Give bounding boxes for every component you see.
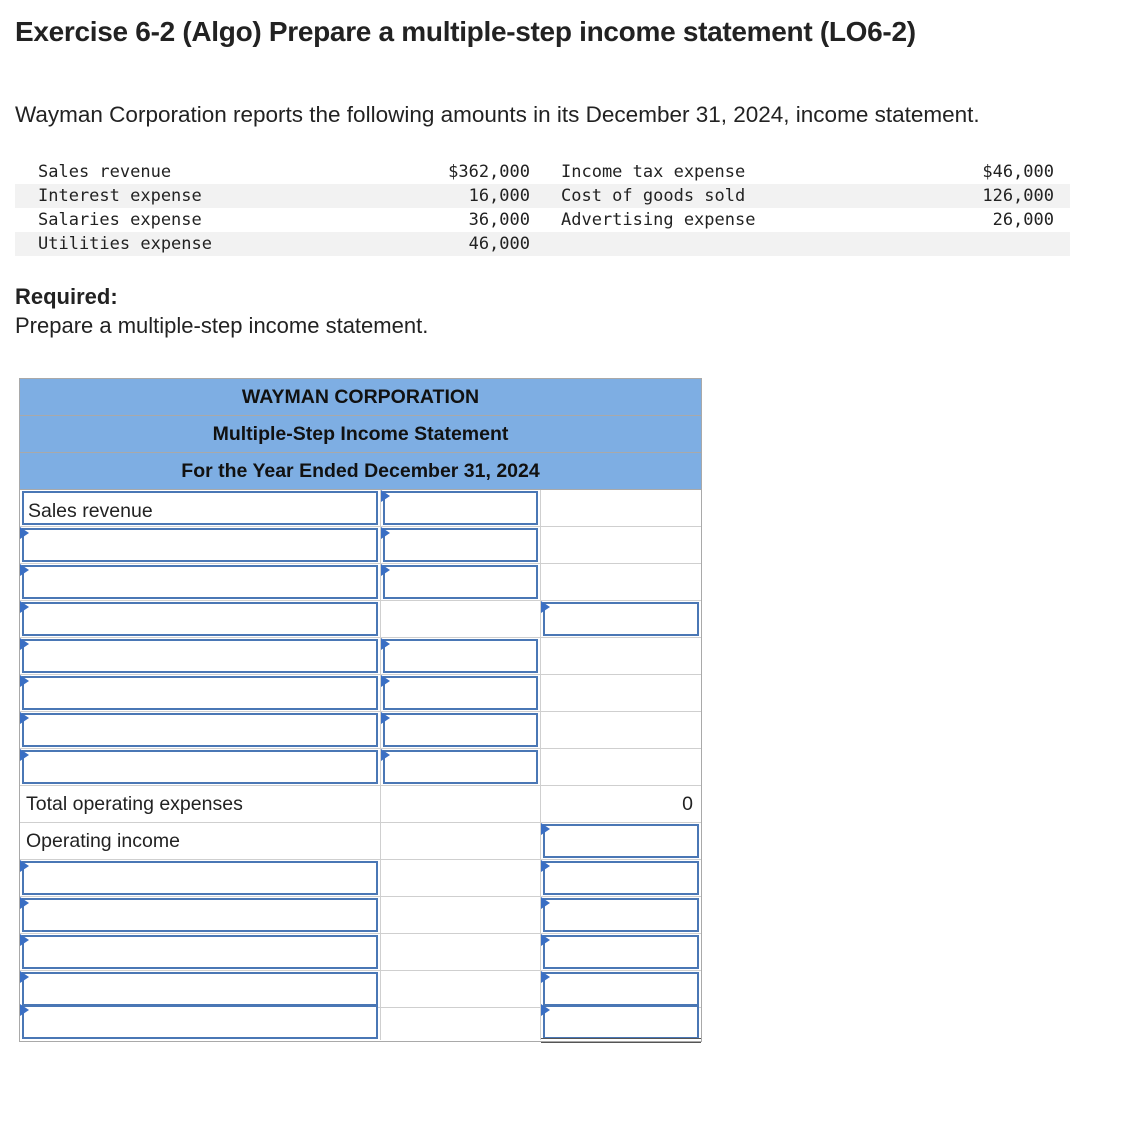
dropdown-marker-icon (541, 971, 550, 983)
statement-row (20, 527, 701, 564)
amount-cell (381, 860, 541, 896)
dropdown-marker-icon (20, 638, 29, 650)
total-operating-expenses-value: 0 (682, 793, 693, 815)
amount-value: 126,000 (982, 186, 1054, 206)
total-input[interactable] (543, 861, 699, 895)
label-cell (20, 490, 381, 526)
label-cell (20, 934, 381, 970)
statement-row (20, 860, 701, 897)
amount-label: Interest expense (38, 186, 202, 206)
label-cell (20, 860, 381, 896)
statement-row (20, 638, 701, 675)
dropdown-marker-icon (381, 638, 390, 650)
amount-cell (381, 490, 541, 526)
total-cell (541, 601, 701, 637)
total-input[interactable] (543, 824, 699, 858)
amount-input[interactable] (383, 750, 538, 784)
amount-label: Utilities expense (38, 234, 212, 254)
statement-row (20, 934, 701, 971)
label-cell (20, 971, 381, 1007)
amount-label: Income tax expense (561, 162, 746, 182)
amounts-row (15, 232, 1070, 256)
amount-cell (381, 1004, 541, 1040)
total-cell (541, 749, 701, 785)
label-cell (20, 638, 381, 674)
total-operating-expenses-label: Total operating expenses (26, 793, 243, 815)
total-cell (541, 564, 701, 600)
amount-cell (381, 897, 541, 933)
statement-row (20, 490, 701, 527)
label-cell (20, 712, 381, 748)
required-text: Prepare a multiple-step income statement. (15, 313, 429, 338)
dropdown-marker-icon (20, 860, 29, 872)
total-cell (541, 971, 701, 1007)
total-input[interactable] (543, 602, 699, 636)
dropdown-marker-icon (381, 527, 390, 539)
total-cell (541, 860, 701, 896)
dropdown-marker-icon (20, 1004, 29, 1016)
amount-input[interactable] (383, 565, 538, 599)
dropdown-marker-icon (541, 897, 550, 909)
total-cell (541, 675, 701, 711)
amount-input[interactable] (383, 676, 538, 710)
statement-row (20, 897, 701, 934)
account-select[interactable] (22, 565, 378, 599)
total-cell (541, 527, 701, 563)
amount-input[interactable] (383, 528, 538, 562)
statement-company: WAYMAN CORPORATION (20, 379, 701, 416)
amount-cell (381, 638, 541, 674)
amount-value: 46,000 (468, 234, 530, 254)
exercise-intro: Wayman Corporation reports the following amounts in its December 31, 2024, income statement. (15, 102, 980, 127)
amount-cell (381, 564, 541, 600)
dropdown-marker-icon (20, 564, 29, 576)
amounts-table (15, 160, 1070, 256)
dropdown-marker-icon (541, 860, 550, 872)
account-select[interactable] (22, 972, 378, 1006)
dropdown-marker-icon (541, 601, 550, 613)
statement-period: For the Year Ended December 31, 2024 (20, 453, 701, 490)
total-cell (541, 712, 701, 748)
amount-value: 26,000 (992, 210, 1054, 230)
amount-label: Advertising expense (561, 210, 756, 230)
label-cell (20, 564, 381, 600)
total-cell (541, 638, 701, 674)
amounts-row (15, 160, 1070, 184)
total-input[interactable] (543, 1005, 699, 1039)
statement-row (20, 786, 701, 823)
label-cell (20, 749, 381, 785)
required-label: Required: (15, 284, 118, 309)
label-cell (20, 897, 381, 933)
dropdown-marker-icon (541, 823, 550, 835)
label-cell (20, 1004, 381, 1040)
total-cell (541, 490, 701, 526)
amount-input[interactable] (383, 639, 538, 673)
label-cell (20, 527, 381, 563)
account-select[interactable] (22, 602, 378, 636)
statement-row (20, 823, 701, 860)
dropdown-marker-icon (381, 749, 390, 761)
dropdown-marker-icon (20, 897, 29, 909)
dropdown-marker-icon (541, 934, 550, 946)
amount-value: $46,000 (982, 162, 1054, 182)
dropdown-marker-icon (20, 675, 29, 687)
amount-cell (381, 675, 541, 711)
total-cell (541, 897, 701, 933)
amount-cell (381, 749, 541, 785)
account-select[interactable] (22, 639, 378, 673)
total-input[interactable] (543, 935, 699, 969)
dropdown-marker-icon (541, 1004, 550, 1016)
dropdown-marker-icon (20, 971, 29, 983)
amount-cell (381, 823, 541, 859)
amount-input[interactable] (383, 713, 538, 747)
statement-row (20, 749, 701, 786)
amount-label: Cost of goods sold (561, 186, 746, 206)
amount-cell (381, 527, 541, 563)
sales-revenue-label: Sales revenue (28, 500, 153, 522)
total-cell (541, 823, 701, 859)
dropdown-marker-icon (381, 564, 390, 576)
total-cell (541, 1004, 701, 1040)
exercise-title: Exercise 6-2 (Algo) Prepare a multiple-step income statement (LO6-2) (15, 16, 916, 47)
amount-cell (381, 601, 541, 637)
statement-row (20, 675, 701, 712)
label-cell (20, 675, 381, 711)
statement-row (20, 1004, 701, 1041)
double-underline (541, 1038, 701, 1043)
account-select[interactable] (22, 1005, 378, 1039)
statement-row (20, 971, 701, 1008)
label-cell (20, 823, 381, 859)
income-statement-form (19, 378, 702, 1042)
label-cell (20, 601, 381, 637)
statement-row (20, 601, 701, 638)
total-cell (541, 786, 701, 822)
account-select[interactable] (22, 676, 378, 710)
amount-label: Salaries expense (38, 210, 202, 230)
dropdown-marker-icon (20, 527, 29, 539)
amount-value: $362,000 (448, 162, 530, 182)
amount-cell (381, 712, 541, 748)
statement-row (20, 564, 701, 601)
dropdown-marker-icon (20, 601, 29, 613)
total-input[interactable] (543, 972, 699, 1006)
amount-cell (381, 786, 541, 822)
account-select[interactable] (22, 528, 378, 562)
amounts-row (15, 208, 1070, 232)
total-input[interactable] (543, 898, 699, 932)
dropdown-marker-icon (20, 749, 29, 761)
statement-name: Multiple-Step Income Statement (20, 416, 701, 453)
dropdown-marker-icon (20, 712, 29, 724)
account-select[interactable] (22, 750, 378, 784)
amount-value: 36,000 (468, 210, 530, 230)
account-select[interactable] (22, 898, 378, 932)
amount-cell (381, 934, 541, 970)
operating-income-label: Operating income (26, 830, 180, 852)
amount-label: Sales revenue (38, 162, 172, 182)
dropdown-marker-icon (381, 675, 390, 687)
account-select[interactable] (22, 861, 378, 895)
account-select[interactable] (22, 713, 378, 747)
dropdown-marker-icon (20, 934, 29, 946)
label-cell (20, 786, 381, 822)
dropdown-marker-icon (381, 490, 390, 502)
amount-value: 16,000 (468, 186, 530, 206)
account-select[interactable] (22, 935, 378, 969)
dropdown-marker-icon (381, 712, 390, 724)
amount-input[interactable] (383, 491, 538, 525)
amount-cell (381, 971, 541, 1007)
total-cell (541, 934, 701, 970)
label-input[interactable] (22, 491, 378, 525)
statement-row (20, 712, 701, 749)
amounts-row (15, 184, 1070, 208)
